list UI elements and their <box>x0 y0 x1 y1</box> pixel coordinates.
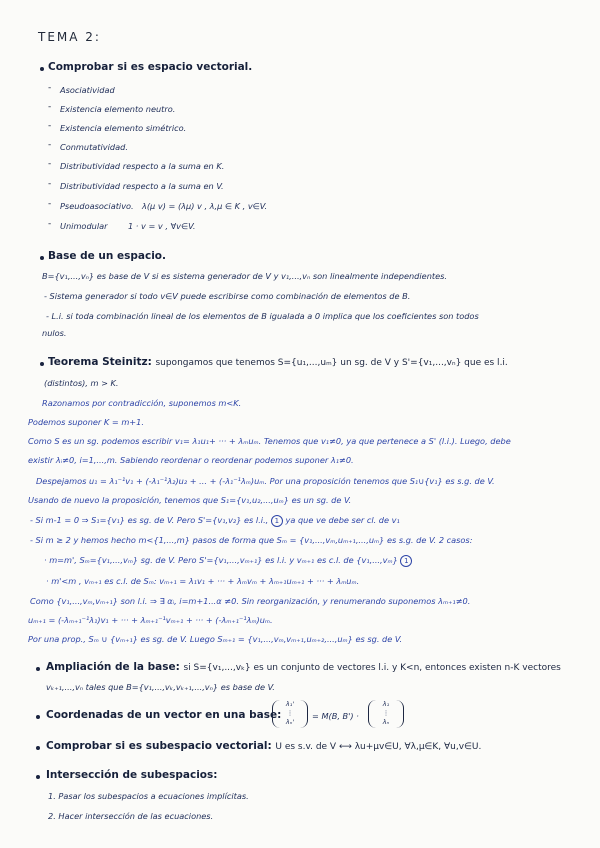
bullet <box>40 362 44 366</box>
pseudo-formula: λ(μ v) = (λμ) v , λ,μ ∈ K , v∈V. <box>142 201 268 211</box>
bullet <box>36 667 40 671</box>
bullet <box>36 715 40 719</box>
circled-number: 1 <box>400 555 412 567</box>
proof-line: · m'<m , vₘ₊₁ es c.l. de Sₘ: vₘ₊₁ = λ₁v₁ + ··· + λₘvₘ + λₘ₊₁uₘ₊₁ + ··· + λₘuₘ. <box>46 576 360 586</box>
section-heading-coordenadas: Coordenadas de un vector en una base: <box>46 709 282 721</box>
section-heading-interseccion: Intersección de subespacios: <box>46 769 218 781</box>
proof-text: · m=m', Sₘ={v₁,...,vₘ} sg. de V. Pero S'={v₁,...,vₘ₊₁} es l.i. y vₘ₊₁ es c.l. de {v₁,...,vₘ} <box>44 555 398 565</box>
proof-line: - Si m ≥ 2 y hemos hecho m<{1,...,m} pasos de forma que Sₘ = {v₁,...,vₘ,uₘ₊₁,...,uₘ} es s.g. de V. 2 casos: <box>30 535 473 545</box>
page-title: TEMA 2: <box>38 30 101 44</box>
list-item: Distributividad respecto a la suma en V. <box>60 181 224 191</box>
list-item: Existencia elemento simétrico. <box>60 123 187 133</box>
section-heading-ampliacion <box>46 661 561 673</box>
bullet <box>40 67 44 71</box>
bullet <box>40 256 44 260</box>
list-item: 1. Pasar los subespacios a ecuaciones implícitas. <box>48 791 249 801</box>
list-item: Existencia elemento neutro. <box>60 104 176 114</box>
matrix-entry: λₙ' <box>285 718 295 726</box>
text-line: B={v₁,...,vₙ} es base de V si es sistema generador de V y v₁,...,vₙ son linealmente independientes. <box>42 271 447 281</box>
coord-vector-right <box>368 700 404 728</box>
dash: - <box>48 219 52 229</box>
proof-note: ya que ve debe ser cl. de v₁ <box>285 515 400 525</box>
section-heading-espacio-vectorial: Comprobar si es espacio vectorial. <box>48 61 253 73</box>
list-item: Unimodular <box>60 221 108 231</box>
dash: - <box>48 83 52 93</box>
dash: - <box>48 159 52 169</box>
proof-line: Razonamos por contradicción, suponemos m<K. <box>42 398 242 408</box>
section-heading-subespacio <box>46 740 481 752</box>
dash: - <box>48 121 52 131</box>
proof-line: Despejamos u₁ = λ₁⁻¹v₁ + (-λ₁⁻¹λ₂)u₂ + ... + (-λ₁⁻¹λₘ)uₘ. Por una proposición tenemos que S₁∪{v₁} es s.g. de V. <box>36 476 495 486</box>
heading-text: Ampliación de la base: <box>46 661 180 673</box>
text-line: vₖ₊₁,...,vₙ tales que B={v₁,...,vₖ,vₖ₊₁,...,vₙ} es base de V. <box>46 682 275 692</box>
proof-line: Como S es un sg. podemos escribir v₁= λ₁u₁+ ··· + λₘuₘ. Tenemos que v₁≠0, ya que pertenece a S' (l.i.). Luego, debe <box>28 436 511 446</box>
proof-line: Usando de nuevo la proposición, tenemos que S₁={v₁,u₂,...,uₘ} es un sg. de V. <box>28 495 352 505</box>
text-line: (distintos), m > K. <box>44 378 119 388</box>
text-line: - L.i. si toda combinación lineal de los elementos de B igualada a 0 implica que los coeficientes son todos <box>46 311 479 321</box>
proof-line <box>44 555 412 567</box>
dash: - <box>48 102 52 112</box>
list-item: Asociatividad <box>60 85 115 95</box>
bullet <box>36 746 40 750</box>
text-line: - Sistema generador si todo v∈V puede escribirse como combinación de elementos de B. <box>44 291 411 301</box>
heading-rest: si S={v₁,...,vₖ} es un conjunto de vectores l.i. y K<n, entonces existen n-K vectores <box>183 663 561 673</box>
heading-text: Teorema Steinitz: <box>48 356 152 368</box>
text-line: nulos. <box>42 328 67 338</box>
coord-vector-left <box>272 700 308 728</box>
section-heading-steinitz <box>48 356 508 368</box>
matrix-entry: ⋮ <box>382 709 390 717</box>
proof-line <box>30 515 400 527</box>
list-item: 2. Hacer intersección de las ecuaciones. <box>48 811 214 821</box>
unimodular-formula: 1 · v = v , ∀v∈V. <box>128 221 196 231</box>
heading-rest: U es s.v. de V ⟷ λu+μv∈U, ∀λ,μ∈K, ∀u,v∈U. <box>275 742 482 752</box>
circled-number: 1 <box>271 515 283 527</box>
list-item: Conmutatividad. <box>60 142 128 152</box>
dash: - <box>48 140 52 150</box>
heading-text: Comprobar si es subespacio vectorial: <box>46 740 272 752</box>
matrix-entry: ⋮ <box>286 709 294 717</box>
proof-line: Por una prop., Sₘ ∪ {vₘ₊₁} es sg. de V. Luego Sₘ₊₁ = {v₁,...,vₘ,vₘ₊₁,uₘ₊₂,...,uₘ} es sg. de V. <box>28 634 403 644</box>
matrix-entry: λ₁' <box>285 700 295 708</box>
matrix-entry: λ₁ <box>382 700 390 708</box>
proof-line: existir λᵢ≠0, i=1,...,m. Sabiendo reordenar o reordenar podemos suponer λ₁≠0. <box>28 455 354 465</box>
proof-line: uₘ₊₁ = (-λₘ₊₁⁻¹λ₁)v₁ + ··· + λₘ₊₁⁻¹vₘ₊₁ + ··· + (-λₘ₊₁⁻¹λₘ)uₘ. <box>28 615 273 625</box>
dash: - <box>48 179 52 189</box>
list-item: Distributividad respecto a la suma en K. <box>60 161 225 171</box>
dash: - <box>48 199 52 209</box>
section-heading-base: Base de un espacio. <box>48 250 167 262</box>
change-of-basis-formula: = M(B, B') · <box>312 711 359 721</box>
list-item: Pseudoasociativo. <box>60 201 134 211</box>
proof-line: Podemos suponer K = m+1. <box>28 417 144 427</box>
proof-line: Como {v₁,...,vₘ,vₘ₊₁} son l.i. ⇒ ∃ αᵢ, i=m+1...α ≠0. Sin reorganización, y renumerando suponemos λₘ₊₁≠0. <box>30 596 471 606</box>
proof-text: - Si m-1 = 0 ⇒ S₁={v₁} es sg. de V. Pero S'={v₁,v₂} es l.i., <box>30 515 269 525</box>
heading-rest: supongamos que tenemos S={u₁,...,uₘ} un sg. de V y S'={v₁,...,vₙ} que es l.i. <box>155 358 508 368</box>
matrix-entry: λₙ <box>382 718 390 726</box>
bullet <box>36 775 40 779</box>
